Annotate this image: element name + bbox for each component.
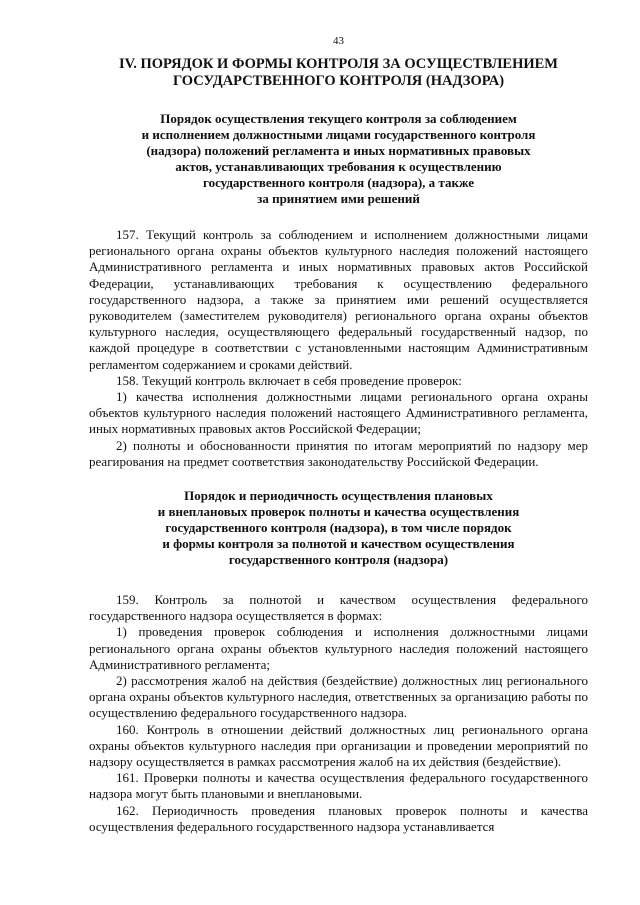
section-title-line: (надзора) положений регламента и иных нормативных правовых <box>146 143 531 158</box>
section-title-line: и исполнением должностными лицами государственного контроля <box>141 127 536 142</box>
page-number: 43 <box>333 35 344 47</box>
section-title-line: за принятием ими решений <box>257 191 420 206</box>
paragraph-162: 162. Периодичность проведения плановых проверок полноты и качества осуществления федерального государственного надзора устанавливается <box>89 802 588 834</box>
section-title-line: государственного контроля (надзора), а также <box>203 175 474 190</box>
chapter-title <box>89 56 588 90</box>
paragraph-159-item-2: 2) рассмотрения жалоб на действия (бездействие) должностных лиц регионального органа охраны объектов культурного наследия, ответственных за организацию работы по осуществлению федерального государственного надзора. <box>89 673 588 721</box>
section-title-line: и формы контроля за полнотой и качеством осуществления <box>162 536 515 552</box>
chapter-title-line: ГОСУДАРСТВЕННОГО КОНТРОЛЯ (НАДЗОРА) <box>172 73 505 89</box>
paragraph-158-item-2: 2) полноты и обоснованности принятия по итогам мероприятий по надзору мер реагирования на предмет соответствия законодательству Российской Федерации. <box>89 437 588 469</box>
section-title-current-control <box>89 111 588 207</box>
paragraph-159-item-1: 1) проведения проверок соблюдения и исполнения должностными лицами регионального органа охраны объектов культурного наследия положений настоящего Административного регламента; <box>89 624 588 672</box>
paragraph-157: 157. Текущий контроль за соблюдением и исполнением должностными лицами регионального органа охраны объектов культурного наследия положений настоящего Административного регламента и иных нормативных правовых актов Российской Федерации, устанавливающих требования к осуществлению федерального государственного надзора, а также за принятием ими решений осуществляется руководителем (заместителем руководителя) регионального органа охраны объектов культурного наследия, осуществляющего федеральный государственный надзор, по каждой процедуре в соответствии с установленными настоящим Административным регламентом содержанием и сроками действий. <box>89 227 588 372</box>
section-title-line: Порядок и периодичность осуществления плановых <box>184 488 493 504</box>
section-title-line: государственного контроля (надзора) <box>228 552 449 568</box>
paragraph-158: 158. Текущий контроль включает в себя проведение проверок: <box>116 372 462 388</box>
section-title-line: государственного контроля (надзора), в том числе порядок <box>165 520 512 536</box>
section-title-line: и внеплановых проверок полноты и качества осуществления <box>157 504 520 520</box>
section-title-line: актов, устанавливающих требования к осуществлению <box>175 159 502 174</box>
chapter-title-line: IV. ПОРЯДОК И ФОРМЫ КОНТРОЛЯ ЗА ОСУЩЕСТВЛЕНИЕМ <box>119 56 558 72</box>
paragraph-158-item-1: 1) качества исполнения должностными лицами регионального органа охраны объектов культурного наследия положений настоящего Административного регламента, иных нормативных правовых актов Российской Федерации; <box>89 389 588 437</box>
paragraph-160: 160. Контроль в отношении действий должностных лиц регионального органа охраны объектов культурного наследия при организации и проведении мероприятий по надзору осуществляется в рамках рассмотрения жалоб на их действия (бездействие). <box>89 721 588 770</box>
section-title-planned-checks <box>89 488 588 568</box>
section-title-line: Порядок осуществления текущего контроля за соблюдением <box>160 111 517 126</box>
paragraph-159: 159. Контроль за полнотой и качеством осуществления федерального государственного надзора осуществляется в формах: <box>89 592 588 624</box>
paragraph-161: 161. Проверки полноты и качества осуществления федерального государственного надзора могут быть плановыми и внеплановыми. <box>89 770 588 802</box>
